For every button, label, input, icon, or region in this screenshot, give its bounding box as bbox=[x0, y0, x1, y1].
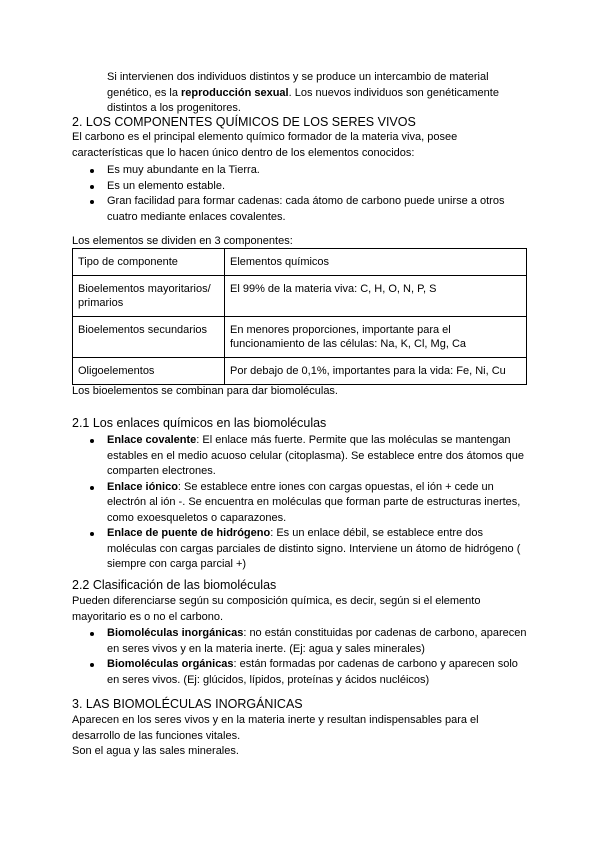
section-3-paragraph: Aparecen en los seres vivos y en la materia inerte y resultan indispensables para el desarrollo de las funciones vitales. bbox=[72, 714, 479, 742]
term: Biomoléculas inorgánicas bbox=[107, 627, 244, 639]
table-row bbox=[73, 276, 527, 317]
list-item bbox=[72, 657, 532, 688]
components-table bbox=[72, 248, 527, 385]
definition: : Se establece entre iones con cargas opuestas, el ión + cede un electrón al ión -. Se encuentra en moléculas que forman parte de estructuras inertes, como exoesqueletos o caparazones. bbox=[107, 480, 521, 524]
table-cell: En menores proporciones, importante para el funcionamiento de las células: Na, K, Cl, Mg, Ca bbox=[225, 317, 527, 358]
section-2-bullets bbox=[72, 163, 522, 225]
section-2-1-heading: 2.1 Los enlaces químicos en las biomoléculas bbox=[72, 416, 327, 430]
definition: : están formadas por cadenas de carbono y aparecen solo en seres vivos. (Ej: glúcidos, lípidos, proteínas y ácidos nucléicos) bbox=[107, 658, 518, 686]
table-row bbox=[73, 358, 527, 385]
table-cell: Bioelementos mayoritarios/ primarios bbox=[73, 276, 225, 317]
table-intro: Los elementos se dividen en 3 componentes: bbox=[72, 235, 293, 247]
list-item: Es muy abundante en la Tierra. bbox=[72, 163, 522, 179]
list-item: Gran facilidad para formar cadenas: cada átomo de carbono puede unirse a otros cuatro mediante enlaces covalentes. bbox=[72, 194, 522, 225]
term: Enlace iónico bbox=[107, 480, 178, 493]
table-header: Tipo de componente bbox=[73, 249, 225, 276]
section-2-2-bullets bbox=[72, 626, 532, 688]
after-table-text: Los bioelementos se combinan para dar biomoléculas. bbox=[72, 385, 338, 397]
table-cell: Oligoelementos bbox=[73, 358, 225, 385]
term: Biomoléculas orgánicas bbox=[107, 658, 234, 670]
intro-paragraph bbox=[107, 70, 507, 117]
section-2-2-heading: 2.2 Clasificación de las biomoléculas bbox=[72, 578, 277, 592]
intro-text: Si intervienen dos individuos distintos y se produce un intercambio de material genético, es la bbox=[107, 71, 489, 99]
definition: : El enlace más fuerte. Permite que las moléculas se mantengan estables en el medio acuoso celular (citoplasma). Se establece entre dos átomos que comparten electrones. bbox=[107, 434, 525, 477]
table-cell: Bioelementos secundarios bbox=[73, 317, 225, 358]
section-2-1-bullets bbox=[72, 433, 532, 573]
table-cell: El 99% de la materia viva: C, H, O, N, P, S bbox=[225, 276, 527, 317]
section-3-paragraph-2: Son el agua y las sales minerales. bbox=[72, 745, 239, 757]
definition: : Es un enlace débil, se establece entre dos moléculas con cargas parciales de distinto signo. Interviene un átomo de hidrógeno ( siempre con carga parcial +) bbox=[107, 527, 521, 570]
section-3-heading: 3. LAS BIOMOLÉCULAS INORGÁNICAS bbox=[72, 697, 303, 711]
table-header-row bbox=[73, 249, 527, 276]
section-2-paragraph: El carbono es el principal elemento químico formador de la materia viva, posee características que lo hacen único dentro de los elementos conocidos: bbox=[72, 131, 458, 159]
term: Enlace de puente de hidrógeno bbox=[107, 527, 271, 539]
intro-text-end: . Los nuevos individuos son genéticamente distintos a los progenitores. bbox=[107, 86, 499, 114]
list-item bbox=[72, 626, 532, 657]
table-header: Elementos químicos bbox=[225, 249, 527, 276]
section-2-heading: 2. LOS COMPONENTES QUÍMICOS DE LOS SERES VIVOS bbox=[72, 115, 416, 129]
list-item: Es un elemento estable. bbox=[72, 179, 522, 195]
table-cell: Por debajo de 0,1%, importantes para la vida: Fe, Ni, Cu bbox=[225, 358, 527, 385]
term: Enlace covalente bbox=[107, 434, 197, 446]
list-item bbox=[72, 433, 532, 480]
definition: : no están constituidas por cadenas de carbono, aparecen en seres vivos y en la materia inerte. (Ej: agua y sales minerales) bbox=[107, 627, 527, 655]
list-item bbox=[72, 526, 532, 573]
list-item bbox=[72, 480, 532, 527]
intro-bold: reproducción sexual bbox=[181, 86, 289, 99]
table-row bbox=[73, 317, 527, 358]
section-2-2-paragraph: Pueden diferenciarse según su composición química, es decir, según si el elemento mayoritario es o no el carbono. bbox=[72, 595, 481, 623]
